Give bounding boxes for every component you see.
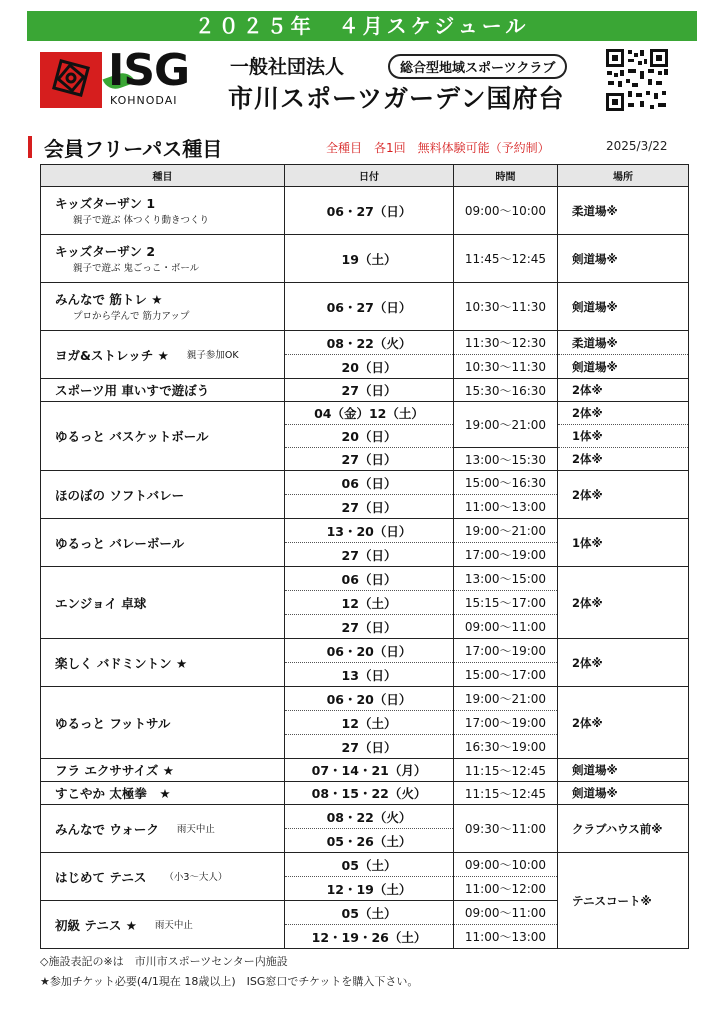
time-cell: 17:00〜19:00 <box>454 639 558 663</box>
activity-name: フラ エクササイズ ★ <box>55 763 174 778</box>
activity-name-cell <box>41 402 285 471</box>
date-cell: 27（日） <box>285 495 454 519</box>
activity-name: みんなで ウォーク <box>55 821 159 837</box>
date-cell: 12（土） <box>285 591 454 615</box>
activity-name: キッズターザン 2 <box>55 244 156 259</box>
activity-name-cell <box>41 235 285 283</box>
place-cell: 剣道場※ <box>558 759 689 782</box>
date-cell: 06・20（日） <box>285 639 454 663</box>
table-row <box>41 805 689 829</box>
club-type-badge: 総合型地域スポーツクラブ <box>388 54 567 79</box>
date-cell: 27（日） <box>285 735 454 759</box>
time-cell: 11:15〜12:45 <box>454 782 558 805</box>
date-cell: 20（日） <box>285 355 454 379</box>
time-cell: 15:00〜17:00 <box>454 663 558 687</box>
activity-name-cell <box>41 782 285 805</box>
time-cell: 09:00〜11:00 <box>454 615 558 639</box>
corp-type: 一般社団法人 <box>230 56 345 78</box>
activity-note: （小3〜大人） <box>164 872 228 883</box>
time-cell: 19:00〜21:00 <box>454 687 558 711</box>
time-cell: 19:00〜21:00 <box>454 519 558 543</box>
time-cell: 17:00〜19:00 <box>454 543 558 567</box>
activity-name-cell <box>41 759 285 782</box>
date-cell: 07・14・21（月） <box>285 759 454 782</box>
place-cell: 2体※ <box>558 402 689 425</box>
place-cell: 剣道場※ <box>558 782 689 805</box>
activity-name-cell <box>41 901 285 949</box>
table-row <box>41 687 689 711</box>
place-cell: 2体※ <box>558 639 689 687</box>
date-cell: 27（日） <box>285 448 454 471</box>
activity-name-cell <box>41 519 285 567</box>
place-cell: クラブハウス前※ <box>558 805 689 853</box>
date-cell: 05（土） <box>285 901 454 925</box>
date-cell: 12（土） <box>285 711 454 735</box>
date-cell: 06・27（日） <box>285 283 454 331</box>
time-cell: 10:30〜11:30 <box>454 283 558 331</box>
activity-name-cell <box>41 805 285 853</box>
date-cell: 12・19（土） <box>285 877 454 901</box>
table-header-row <box>41 165 689 187</box>
org-name: 市川スポーツガーデン国府台 <box>228 84 565 113</box>
table-row <box>41 187 689 235</box>
kohnodai-text: KOHNODAI <box>110 94 178 107</box>
table-row <box>41 331 689 355</box>
table-row <box>41 283 689 331</box>
date-cell: 06・20（日） <box>285 687 454 711</box>
time-cell: 09:00〜10:00 <box>454 853 558 877</box>
qr-code-icon[interactable] <box>604 47 670 113</box>
time-cell: 13:00〜15:30 <box>454 448 558 471</box>
activity-name: ゆるっと バスケットボール <box>55 429 209 444</box>
table-row <box>41 853 689 877</box>
time-cell: 11:15〜12:45 <box>454 759 558 782</box>
schedule-banner: ２０２５年 ４月スケジュール <box>27 11 697 41</box>
schedule-table <box>40 164 689 949</box>
date-cell: 13（日） <box>285 663 454 687</box>
time-cell: 15:00〜16:30 <box>454 471 558 495</box>
activity-name-cell <box>41 283 285 331</box>
activity-name-cell <box>41 187 285 235</box>
activity-name-cell <box>41 331 285 379</box>
time-cell: 17:00〜19:00 <box>454 711 558 735</box>
time-cell: 13:00〜15:00 <box>454 567 558 591</box>
place-cell: 2体※ <box>558 448 689 471</box>
table-row <box>41 235 689 283</box>
table-row <box>41 639 689 663</box>
date-cell: 05（土） <box>285 853 454 877</box>
activity-name-cell <box>41 853 285 901</box>
place-cell: 2体※ <box>558 567 689 639</box>
activity-name-cell <box>41 379 285 402</box>
activity-note: 雨天中止 <box>154 920 193 931</box>
activity-name-cell <box>41 687 285 759</box>
table-row <box>41 471 689 495</box>
activity-name: キッズターザン 1 <box>55 196 156 211</box>
time-cell: 19:00〜21:00 <box>454 402 558 448</box>
table-row <box>41 759 689 782</box>
date-cell: 27（日） <box>285 379 454 402</box>
table-row <box>41 567 689 591</box>
schedule-body <box>41 187 689 949</box>
place-cell: 剣道場※ <box>558 283 689 331</box>
place-cell: テニスコート※ <box>558 853 689 949</box>
activity-name: みんなで 筋トレ ★ <box>55 292 163 307</box>
table-row <box>41 379 689 402</box>
activity-name: ヨガ&ストレッチ ★ <box>55 347 169 363</box>
column-header: 日付 <box>285 165 454 187</box>
column-header: 場所 <box>558 165 689 187</box>
table-row <box>41 402 689 425</box>
activity-name: 初級 テニス ★ <box>55 917 137 933</box>
time-cell: 11:30〜12:30 <box>454 331 558 355</box>
activity-note: 親子で遊ぶ 体つくり動きつくり <box>73 214 210 226</box>
date-cell: 06・27（日） <box>285 187 454 235</box>
place-cell: 剣道場※ <box>558 355 689 379</box>
date-cell: 05・26（土） <box>285 829 454 853</box>
issue-date: 2025/3/22 <box>606 139 668 153</box>
time-cell: 10:30〜11:30 <box>454 355 558 379</box>
date-cell: 06（日） <box>285 567 454 591</box>
time-cell: 11:00〜12:00 <box>454 877 558 901</box>
time-cell: 11:00〜13:00 <box>454 925 558 949</box>
date-cell: 06（日） <box>285 471 454 495</box>
time-cell: 16:30〜19:00 <box>454 735 558 759</box>
date-cell: 27（日） <box>285 615 454 639</box>
time-cell: 09:00〜10:00 <box>454 187 558 235</box>
place-cell: 2体※ <box>558 471 689 519</box>
place-cell: 1体※ <box>558 519 689 567</box>
date-cell: 20（日） <box>285 425 454 448</box>
place-cell: 柔道場※ <box>558 331 689 355</box>
activity-name: ゆるっと フットサル <box>55 715 171 731</box>
activity-name: 楽しく バドミントン ★ <box>55 655 188 671</box>
isg-logo-text: ISG <box>108 45 190 96</box>
time-cell: 15:30〜16:30 <box>454 379 558 402</box>
activity-name-cell <box>41 471 285 519</box>
table-row <box>41 519 689 543</box>
activity-note: 親子参加OK <box>186 350 239 361</box>
place-cell: 2体※ <box>558 687 689 759</box>
date-cell: 08・22（火） <box>285 331 454 355</box>
time-cell: 11:45〜12:45 <box>454 235 558 283</box>
activity-name: すこやか 太極拳 ★ <box>55 786 171 801</box>
activity-name: はじめて テニス <box>55 869 147 885</box>
place-cell: 2体※ <box>558 379 689 402</box>
date-cell: 08・22（火） <box>285 805 454 829</box>
place-cell: 1体※ <box>558 425 689 448</box>
trial-note: 全種目 各1回 無料体験可能（予約制） <box>326 141 550 155</box>
place-cell: 柔道場※ <box>558 187 689 235</box>
activity-name-cell <box>41 567 285 639</box>
date-cell: 19（土） <box>285 235 454 283</box>
date-cell: 08・15・22（火） <box>285 782 454 805</box>
activity-name: ゆるっと バレーボール <box>55 535 185 551</box>
section-title: 会員フリーパス種目 <box>44 137 223 161</box>
date-cell: 04（金）12（土） <box>285 402 454 425</box>
activity-note: 親子で遊ぶ 鬼ごっこ・ボール <box>73 262 200 274</box>
footer-facility-note: ◇施設表記の※は 市川市スポーツセンター内施設 <box>40 955 288 968</box>
column-header: 時間 <box>454 165 558 187</box>
date-cell: 12・19・26（土） <box>285 925 454 949</box>
time-cell: 09:00〜11:00 <box>454 901 558 925</box>
time-cell: 09:30〜11:00 <box>454 805 558 853</box>
activity-name-cell <box>41 639 285 687</box>
activity-name: スポーツ用 車いすで遊ぼう <box>55 383 210 398</box>
activity-note: 雨天中止 <box>176 824 215 835</box>
table-row <box>41 782 689 805</box>
activity-note: プロから学んで 筋力アップ <box>73 310 190 322</box>
footer-ticket-note: ★参加チケット必要(4/1現在 18歳以上) ISG窓口でチケットを購入下さい。 <box>40 975 419 988</box>
time-cell: 15:15〜17:00 <box>454 591 558 615</box>
date-cell: 13・20（日） <box>285 519 454 543</box>
time-cell: 11:00〜13:00 <box>454 495 558 519</box>
date-cell: 27（日） <box>285 543 454 567</box>
isg-logo-mark <box>40 52 102 108</box>
place-cell: 剣道場※ <box>558 235 689 283</box>
activity-name: ほのぼの ソフトバレー <box>55 487 185 503</box>
column-header: 種目 <box>41 165 285 187</box>
section-accent-bar <box>28 136 32 158</box>
activity-name: エンジョイ 卓球 <box>55 595 147 611</box>
